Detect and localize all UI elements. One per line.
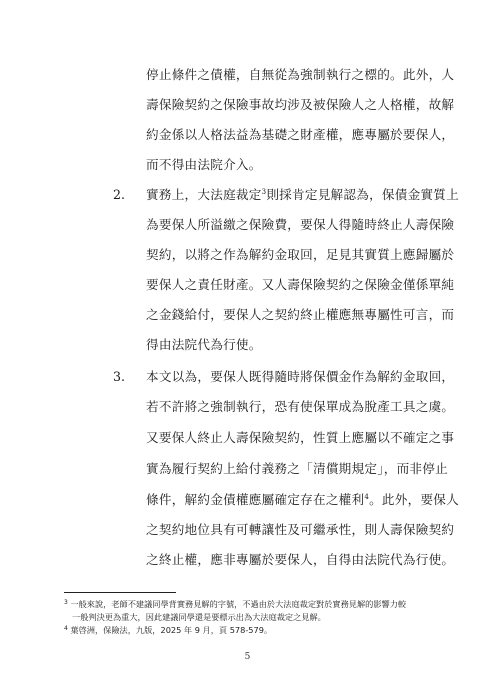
text-line: 要保人之責任財產。又人壽保險契約之保險金僅係單純 bbox=[146, 277, 455, 292]
text-segment: 。此外，要保人 bbox=[369, 492, 459, 507]
footnote-3-continuation: 一般判決更為重大，因此建議同學還是要標示出為大法庭裁定之見解。 bbox=[72, 612, 326, 622]
footnote-mark: 3 bbox=[64, 599, 68, 606]
text-line: 之金錢給付，要保人之契約終止權應無專屬性可言，而 bbox=[146, 307, 455, 322]
text-line: 得由法院代為行使。 bbox=[146, 337, 262, 352]
text-line: 實為履行契約上給付義務之「清償期規定」，而非停止 bbox=[146, 461, 448, 476]
footnote-mark: 4 bbox=[64, 625, 68, 632]
text-line: 契約，以將之作為解約金取回，足見其實質上應歸屬於 bbox=[146, 247, 455, 262]
text-line bbox=[146, 185, 459, 205]
text-line bbox=[146, 490, 459, 510]
list-item-number: 3. bbox=[113, 369, 126, 384]
text-segment: 實務上，大法庭裁定 bbox=[146, 187, 262, 202]
footnote-3 bbox=[64, 598, 406, 610]
text-line: 壽保險契約之保險事故均涉及被保險人之人格權，故解 bbox=[146, 97, 455, 112]
text-line: 本文以為，要保人既得隨時將保價金作為解約金取回， bbox=[146, 369, 455, 384]
text-segment: 條件，解約金債權應屬確定存在之權利 bbox=[146, 492, 365, 507]
text-line: 停止條件之債權，自無從為強制執行之標的。此外，人 bbox=[146, 67, 455, 82]
text-line: 又要保人終止人壽保險契約，性質上應屬以不確定之事 bbox=[146, 430, 455, 445]
text-line: 若不許將之強制執行，恐有使保單成為脫產工具之虞。 bbox=[146, 399, 455, 414]
footnote-4 bbox=[64, 624, 272, 636]
footnote-ref-3[interactable]: 3 bbox=[261, 188, 267, 196]
text-line: 之終止權，應非專屬於要保人，自得由法院代為行使。 bbox=[146, 552, 455, 567]
text-line: 為要保人所溢繳之保險費，要保人得隨時終止人壽保險 bbox=[146, 217, 455, 232]
page-number: 5 bbox=[244, 652, 251, 662]
text-line: 而不得由法院介入。 bbox=[146, 157, 262, 172]
footnote-ref-4[interactable]: 4 bbox=[364, 493, 370, 501]
text-line: 之契約地位具有可轉讓性及可繼承性，則人壽保險契約 bbox=[146, 522, 455, 537]
footnote-text: 葉啓洲，保險法，九版，2025 年 9 月，頁 578-579。 bbox=[67, 625, 273, 635]
footnote-text: 一般來說，老師不建議同學背實務見解的字號，不過由於大法庭裁定對於實務見解的影響力較 bbox=[67, 599, 407, 609]
text-line: 約金係以人格法益為基礎之財產權，應專屬於要保人， bbox=[146, 127, 455, 142]
footnote-separator bbox=[64, 592, 176, 593]
list-item-number: 2. bbox=[113, 187, 126, 202]
text-segment: 則採肯定見解認為，保債金實質上 bbox=[266, 187, 459, 202]
